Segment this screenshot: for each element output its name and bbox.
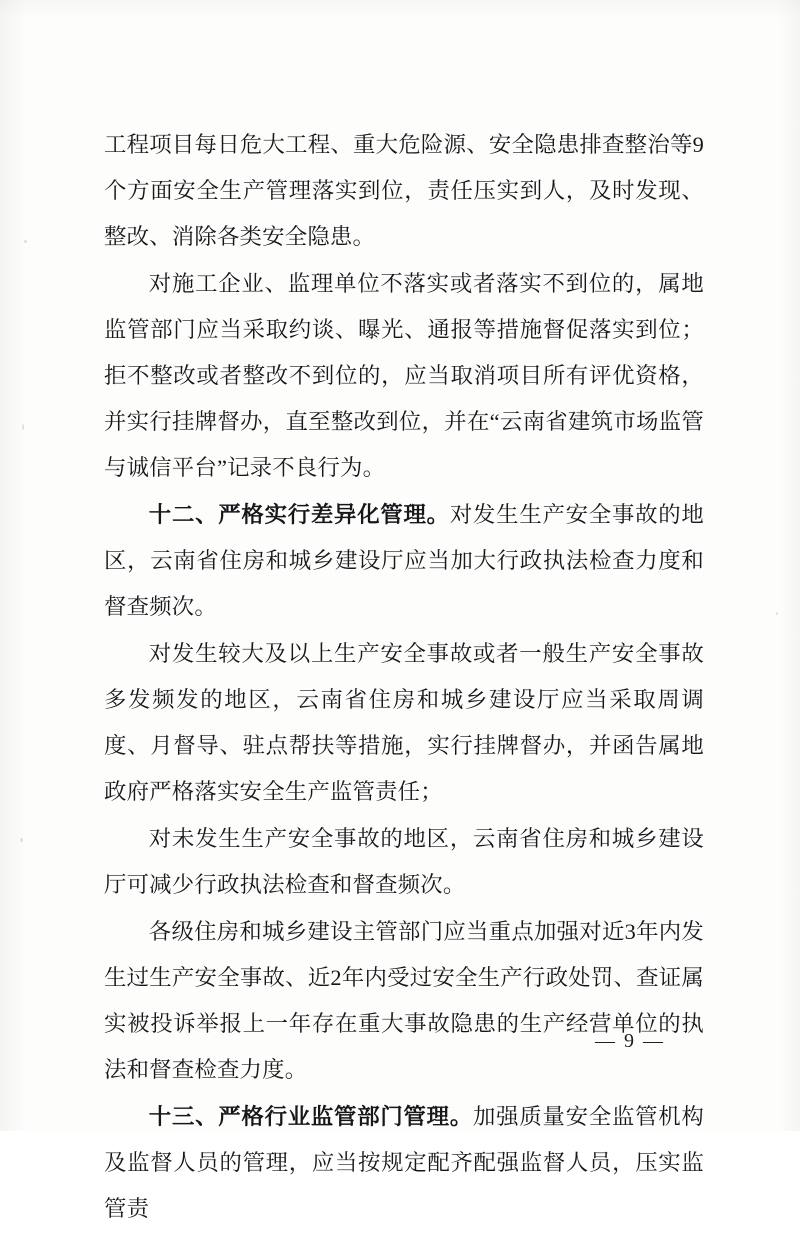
paragraph: [104, 261, 704, 491]
paragraph-lead: 十三、严格行业监管部门管理。: [148, 1104, 473, 1129]
scan-speck: [776, 612, 778, 615]
paragraph: [104, 631, 704, 815]
paragraph-lead: 十二、严格实行差异化管理。: [148, 502, 450, 527]
document-body: [104, 122, 704, 1233]
scan-speck: [22, 424, 24, 430]
paragraph: [104, 122, 704, 260]
paragraph-text: 加强质量安全监管机构及监督人员的管理，应当按规定配齐配强监督人员，压实监管责: [104, 1104, 704, 1221]
paragraph-text: 各级住房和城乡建设主管部门应当重点加强对近3年内发生过生产安全事故、近2年内受过安全生产行政处罚、查证属实被投诉举报上一年存在重大事故隐患的生产经营单位的执法和督查检查力度。: [104, 919, 704, 1082]
paragraph-text: 对发生生产安全事故的地区，云南省住房和城乡建设厅应当加大行政执法检查力度和督查频次。: [104, 502, 704, 619]
paragraph-text: 对施工企业、监理单位不落实或者落实不到位的，属地监管部门应当采取约谈、曝光、通报等措施督促落实到位；拒不整改或者整改不到位的，应当取消项目所有评优资格，并实行挂牌督办，直至整改到位，并在“云南省建筑市场监管与诚信平台”记录不良行为。: [104, 271, 704, 480]
scan-speck: [20, 838, 23, 842]
paragraph: [104, 816, 704, 908]
paragraph: [104, 909, 704, 1093]
page-number: — 9 —: [595, 1030, 665, 1052]
scan-speck: [24, 240, 27, 243]
paragraph-text: 对发生较大及以上生产安全事故或者一般生产安全事故多发频发的地区，云南省住房和城乡建设厅应当采取周调度、月督导、驻点帮扶等措施，实行挂牌督办，并函告属地政府严格落实安全生产监管责任；: [104, 641, 704, 804]
paragraph: [104, 1094, 704, 1232]
paragraph-text: 工程项目每日危大工程、重大危险源、安全隐患排查整治等9个方面安全生产管理落实到位，责任压实到人，及时发现、整改、消除各类安全隐患。: [104, 132, 704, 249]
paragraph-text: 对未发生生产安全事故的地区，云南省住房和城乡建设厅可减少行政执法检查和督查频次。: [104, 826, 704, 897]
paragraph: [104, 492, 704, 630]
